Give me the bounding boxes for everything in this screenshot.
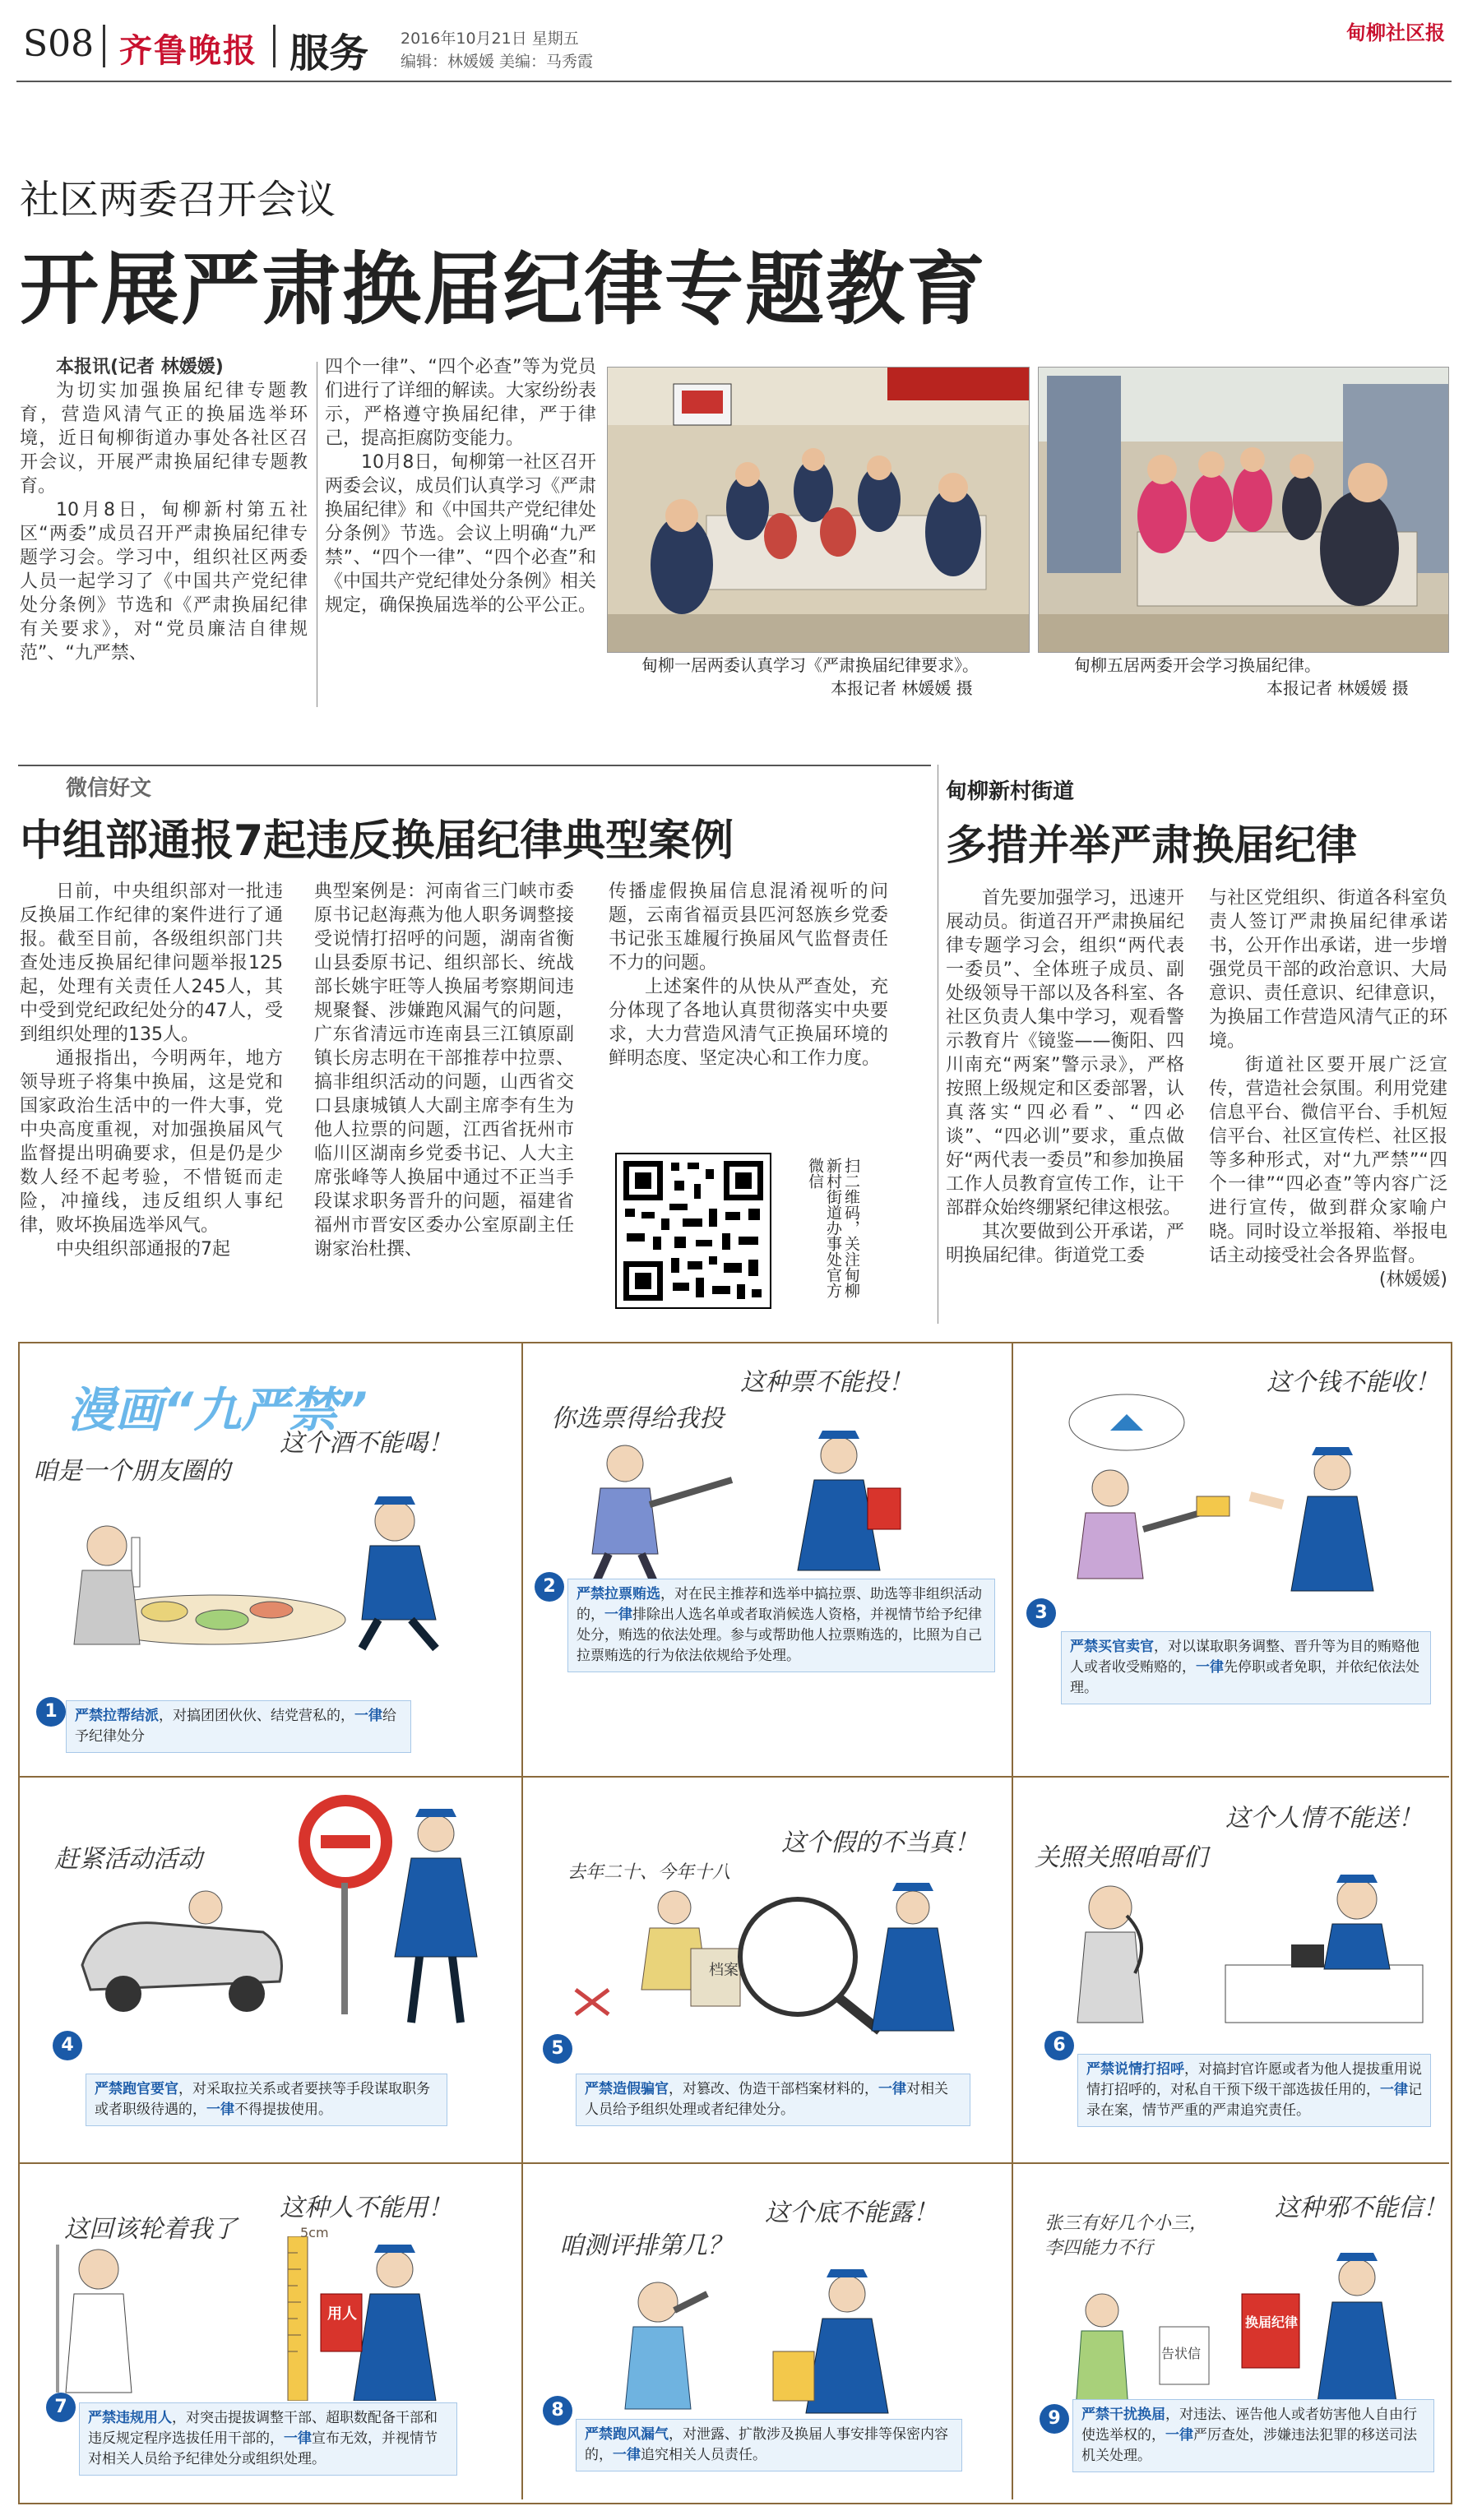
rule-lead: 一律 (604, 1607, 632, 1623)
photo2-credit: 本报记者 林媛媛 摄 (1267, 678, 1409, 698)
article3-column-1 (946, 886, 1184, 1268)
section-rule (18, 765, 931, 766)
comic-grid-line (20, 2162, 1449, 2164)
speech-bubble: 去年二十、今年十八 (567, 1862, 731, 1883)
panel6-illustration (1044, 1866, 1431, 2031)
paragraph: 与社区党组织、街道各科室负责人签订严肃换届纪律承诺书，公开作出承诺，进一步增强党员干部的政治意识、大局意识、责任意识、纪律意识，为换届工作营造风清气正的环境。 (1209, 888, 1447, 1052)
speech-bubble: 张三有好几个小三，李四能力不行 (1044, 2213, 1208, 2259)
panel1-illustration (49, 1488, 493, 1653)
paragraph: 街道社区要开展广泛宣传，营造社会氛围。利用党建信息平台、微信平台、手机短信平台、社区宣传栏、社区报等多种形式，对“九严禁”“四个一律”“四必查”等内容广泛进行宣传，做到群众家喻户晓。同时设立举报箱、举报电话主动接受社会各界监督。 (1209, 1055, 1447, 1266)
panel9-illustration (1036, 2253, 1431, 2417)
qr-code-icon (617, 1154, 770, 1307)
rule-label: 严禁说情打招呼 (1086, 2061, 1184, 2078)
speech-bubble: 这个底不能露！ (765, 2199, 938, 2227)
community-paper-tag: 甸柳社区报 (1346, 21, 1445, 44)
speech-bubble: 这种邪不能信！ (1275, 2194, 1447, 2222)
paragraph: 其次要做到公开承诺，严明换届纪律。街道党工委 (946, 1222, 1184, 1266)
panel7-illustration (41, 2236, 502, 2401)
paragraph: 上述案件的从快从严查处，充分体现了各地认真贯彻落实中央要求，大力营造风清气正换届环境的鲜明态度、坚定决心和工作力度。 (609, 977, 888, 1069)
paragraph: 10月8日，甸柳第一社区召开两委会议，成员们认真学习《严肃换届纪律》和《中国共产党纪律处分条例》节选。会议上明确“九严禁”、“四个一律”、“四个必查”和《中国共产党纪律处分条例》相关规定，确保换届选举的公平公正。 (325, 452, 597, 616)
panel-number: 5 (543, 2034, 572, 2064)
sign-label: 用人 (327, 2305, 357, 2323)
panel2-caption (567, 1579, 995, 1672)
comic-grid-line (521, 1343, 523, 2499)
rule-text: ，对搞封官许愿或者为他人提拔重用说情打招呼的，对私自干预下级干部选拔任用的， (1086, 2061, 1422, 2098)
panel5-illustration (559, 1883, 1003, 2039)
speech-bubble: 这种人不能用！ (280, 2194, 452, 2222)
article1-subtitle: 社区两委召开会议 (20, 177, 336, 223)
paragraph: 10月8日，甸柳新村第五社区“两委”成员召开严肃换届纪律专题学习会。学习中，组织社区两委人员一起学习了《中国共产党纪律处分条例》节选和《严肃换届纪律有关要求》，对“党员廉洁自律规范”、“九严禁、 (20, 500, 308, 664)
book-label: 换届纪律 (1245, 2314, 1299, 2330)
rule-lead: 一律 (206, 2102, 234, 2118)
paragraph: 日前，中央组织部对一批违反换届工作纪律的案件进行了通报。截至目前，各级组织部门共查处违反换届纪律问题举报125起，处理有关责任人245人，其中受到党纪政纪处分的47人，受到组织处理的135人。 (20, 881, 283, 1045)
panel5-caption (576, 2074, 970, 2126)
speech-bubble: 这个人情不能送！ (1225, 1804, 1423, 1833)
rule-tail: 宣布无效，并视情节对相关人员给予纪律处分或组织处理。 (88, 2430, 438, 2467)
paragraph: 为切实加强换届纪律专题教育，营造风清气正的换届选举环境，近日甸柳街道办事处各社区召开会议，开展严肃换届纪律专题教育。 (20, 381, 308, 497)
editors-line: 编辑：林媛媛 美编：马秀霞 (401, 53, 594, 71)
rule-label: 严禁干扰换届 (1081, 2407, 1165, 2423)
archive-folder-label: 档案 (709, 1962, 739, 1979)
header-separator (103, 25, 105, 67)
paragraph: 中央组织部通报的7起 (56, 1239, 230, 1260)
rule-label: 严禁买官卖官 (1070, 1639, 1154, 1655)
meeting-photo-1-image (608, 368, 1029, 652)
rule-text: ，对以谋取职务调整、晋升等为目的贿赂他人或者收受贿赂的， (1070, 1639, 1419, 1676)
rule-tail: 先停职或者免职，并依纪依法处理。 (1070, 1659, 1419, 1696)
rule-label: 严禁拉帮结派 (75, 1708, 159, 1724)
article2-title: 中组部通报7起违反换届纪律典型案例 (20, 816, 734, 866)
newspaper-logo: 齐鲁晚报 (119, 31, 257, 70)
rule-tail: 对相关人员给予组织处理或者纪律处分。 (585, 2081, 948, 2118)
rule-text: ，对采取拉关系或者要挟等手段谋取职务或者职级待遇的， (95, 2081, 430, 2118)
rule-label: 严禁跑官要官 (95, 2081, 178, 2097)
rule-label: 严禁违规用人 (88, 2410, 172, 2426)
panel-number: 6 (1044, 2031, 1074, 2060)
article2-kicker: 微信好文 (66, 776, 152, 801)
rule-label: 严禁跑风漏气 (585, 2426, 669, 2443)
article1-byline: 本报讯(记者 林媛媛) (56, 357, 224, 377)
comic-grid-line (1012, 1343, 1013, 2499)
article1-title: 开展严肃换届纪律专题教育 (20, 243, 987, 335)
panel-number: 8 (543, 2396, 572, 2425)
rule-lead: 一律 (1196, 1659, 1224, 1676)
header-separator (273, 25, 276, 67)
speech-bubble: 这种票不能投！ (740, 1368, 913, 1397)
rule-tail: 不得提拔使用。 (234, 2102, 332, 2118)
panel-number: 3 (1026, 1598, 1056, 1628)
article1-column-1 (20, 355, 308, 665)
photo1-credit: 本报记者 林媛媛 摄 (831, 678, 973, 698)
article2-column-1 (20, 880, 283, 1261)
speech-bubble: 这回该轮着我了 (64, 2215, 237, 2244)
rule-lead: 一律 (284, 2430, 312, 2447)
panel1-caption (66, 1700, 411, 1753)
page-code: S08 (23, 23, 95, 65)
paragraph: 通报指出，今明两年，地方领导班子将集中换届，这是党和国家政治生活中的一件大事，党中央高度重视，对加强换届风气监督提出明确要求，但是仍是少数人经不起考验，不惜铤而走险，冲撞线，违反组织人事纪律，败坏换届选举风气。 (20, 1048, 283, 1236)
panel-number: 2 (535, 1572, 564, 1602)
panel8-illustration (576, 2261, 987, 2417)
rule-tail: 给予纪律处分 (75, 1708, 396, 1745)
section-name: 服务 (289, 30, 369, 76)
panel9-caption (1072, 2399, 1434, 2472)
paragraph: 四个一律”、“四个必查”等为党员们进行了详细的解读。大家纷纷表示，严格遵守换届纪律，严于律己，提高拒腐防变能力。 (325, 357, 597, 449)
header-rule (16, 81, 1452, 82)
meeting-photo-2 (1038, 367, 1449, 653)
letter-label: 告状信 (1161, 2346, 1202, 2361)
panel8-caption (576, 2419, 962, 2471)
rule-lead: 一律 (613, 2447, 641, 2463)
photo2-caption: 甸柳五居两委开会学习换届纪律。 (1074, 655, 1321, 675)
speech-bubble: 咱是一个朋友圈的 (33, 1457, 230, 1486)
panel-number: 1 (36, 1697, 66, 1727)
rule-text: ，对违法、诬告他人或者妨害他人自由行使选举权的， (1081, 2407, 1417, 2444)
rule-tail: 排除出人选名单或者取消候选人资格，并视情节给予纪律处分，贿选的依法处理。参与或帮助他人拉票贿选的，比照为自己拉票贿选的行为依法依规给予处理。 (577, 1607, 982, 1664)
rule-tail: 记录在案，情节严重的严肃追究责任。 (1086, 2082, 1422, 2119)
panel-number: 4 (53, 2031, 82, 2060)
panel4-illustration (49, 1784, 510, 2047)
issue-date: 2016年10月21日 星期五 (401, 30, 579, 48)
speech-bubble: 咱测评排第几？ (559, 2231, 732, 2260)
panel-number: 9 (1040, 2404, 1069, 2434)
panel7-caption (79, 2402, 457, 2476)
panel-number: 7 (46, 2393, 76, 2422)
paragraph: 传播虚假换届信息混淆视听的问题，云南省福贡县匹河怒族乡党委书记张玉雄履行换届风气监督责任不力的问题。 (609, 881, 888, 973)
photo1-caption: 甸柳一居两委认真学习《严肃换届纪律要求》。 (641, 655, 979, 675)
meeting-photo-1 (607, 367, 1030, 653)
panel6-caption (1077, 2054, 1431, 2127)
rule-lead: 一律 (1380, 2082, 1408, 2098)
rule-label: 严禁造假骗官 (585, 2081, 669, 2097)
article2-column-2 (314, 880, 574, 1261)
panel3-caption (1061, 1631, 1431, 1704)
paragraph: 典型案例是：河南省三门峡市委原书记赵海燕为他人职务调整接受说情打招呼的问题，湖南省衡山县委原书记、组织部长、统战部长姚宇旺等人换届考察期间违规聚餐、涉嫌跑风漏气的问题，广东省清远市连南县三江镇原副镇长房志明在干部推荐中拉票、搞非组织活动的问题，山西省交口县康城镇人大副主席李有生为他人拉票的问题，江西省抚州市临川区湖南乡党委书记、人大主席张峰等人换届中通过不正当手段谋求职务晋升的问题，福建省福州市晋安区委办公室原副主任谢家治杜撰、 (314, 881, 574, 1260)
speech-bubble: 这个钱不能收！ (1267, 1368, 1439, 1397)
rule-lead: 一律 (1165, 2427, 1193, 2444)
article1-column-2 (325, 355, 596, 617)
ruler-label: 5cm (300, 2225, 329, 2240)
rule-text: ，对泄露、扩散涉及换届人事安排等保密内容的， (585, 2426, 948, 2463)
rule-label: 严禁拉票贿选 (577, 1586, 660, 1602)
comic-grid-line (20, 1776, 1449, 1778)
speech-bubble: 这个假的不当真！ (781, 1829, 979, 1857)
rule-text: ，对搞团团伙伙、结党营私的， (159, 1708, 354, 1724)
panel3-illustration (1036, 1389, 1431, 1595)
speech-bubble: 关照关照咱哥们 (1035, 1843, 1207, 1872)
paragraph: 首先要加强学习，迅速开展动员。街道召开严肃换届纪律专题学习会，组织“两代表一委员”、全体班子成员、副处级领导干部以及各科室、各社区负责人集中学习，观看警示教育片《镜鉴——衡阳、四川南充“两案”警示录》，严格按照上级规定和区委部署，认真落实“四必看”、“四必谈”、“四必训”要求，重点做好“两代表一委员”和参加换届工作人员教育宣传工作，让干部群众始终绷紧纪律这根弦。 (946, 888, 1184, 1218)
speech-bubble: 这个酒不能喝！ (280, 1429, 452, 1458)
article3-signature: (林媛媛) (1378, 1269, 1447, 1290)
speech-bubble: 你选票得给我投 (551, 1404, 724, 1433)
rule-text: ，对突击提拔调整干部、超职数配备干部和违反规定程序选拔任用干部的， (88, 2410, 438, 2447)
rule-tail: 严厉查处，涉嫌违法犯罪的移送司法机关处理。 (1081, 2427, 1417, 2464)
article3-column-2 (1209, 886, 1447, 1292)
comic-title: 漫画“九严禁” (67, 1382, 368, 1438)
article3-title: 多措并举严肃换届纪律 (946, 821, 1357, 869)
article2-column-3 (609, 880, 888, 1070)
meeting-photo-2-image (1039, 368, 1448, 652)
wechat-qr-code[interactable] (615, 1153, 771, 1309)
rule-tail: 追究相关人员责任。 (641, 2447, 766, 2463)
rule-lead: 一律 (354, 1708, 382, 1724)
rule-text: ，对在民主推荐和选举中搞拉票、助选等非组织活动的， (577, 1586, 982, 1623)
qr-caption: 扫二维码，关注甸柳新村街道办事处官方微信 (806, 1158, 860, 1298)
article3-kicker: 甸柳新村街道 (946, 779, 1075, 804)
rule-lead: 一律 (878, 2081, 906, 2097)
panel2-illustration (543, 1431, 987, 1595)
rule-text: ，对篡改、伪造干部档案材料的， (669, 2081, 878, 2097)
panel4-caption (86, 2074, 447, 2126)
speech-bubble: 赶紧活动活动 (54, 1845, 202, 1874)
